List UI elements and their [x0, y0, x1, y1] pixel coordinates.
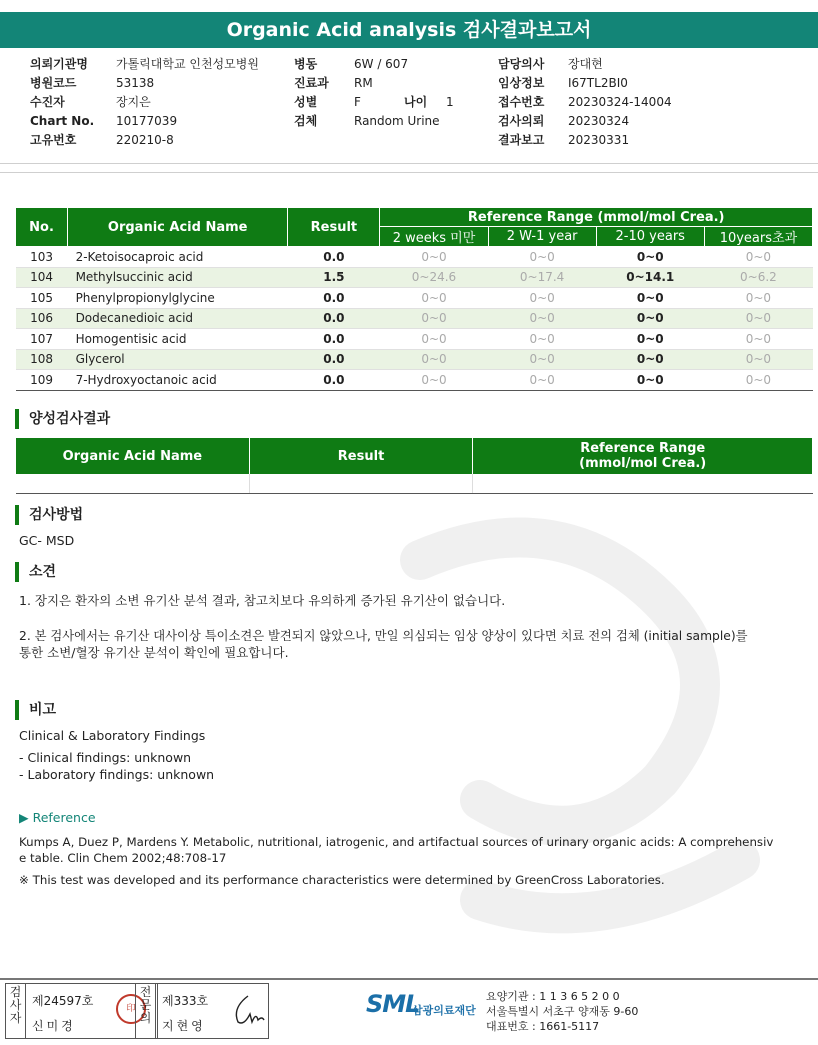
cell-result: 0.0 [288, 288, 380, 309]
info-value: RM [354, 76, 373, 90]
opinion-line-1: 1. 장지은 환자의 소변 유기산 분석 결과, 참고치보다 유의하게 증가된 유기산이 없습니다. [19, 593, 506, 608]
reference-line-2: e table. Clin Chem 2002;48:708-17 [19, 851, 227, 865]
cell-result: 1.5 [288, 267, 380, 288]
cell-range: 0~0 [488, 247, 596, 268]
cell-result: 0.0 [288, 370, 380, 391]
sig-license: 제333호 [162, 994, 209, 1008]
organization-address [486, 989, 638, 1034]
sig-name: 신미경 [32, 1019, 76, 1033]
cell-name: Glycerol [68, 349, 288, 370]
cell-range: 0~6.2 [704, 267, 812, 288]
sml-logo: SML [366, 990, 420, 1018]
reference-note: ※ This test was developed and its performance characteristics were determined by GreenCross Laboratories. [19, 873, 665, 887]
age-label: 나이 [404, 95, 428, 109]
sig-role: 전문의 [136, 984, 156, 1038]
cell-range: 0~0 [704, 370, 812, 391]
cell-range: 0~0 [596, 288, 704, 309]
info-label: 검체 [294, 114, 318, 128]
reference-line-1: Kumps A, Duez P, Mardens Y. Metabolic, nutritional, iatrogenic, and artifactual sources of urinary organic acids: A comprehensiv [19, 835, 774, 849]
info-label: 고유번호 [30, 133, 77, 147]
addr-line: 요양기관 : 1 1 3 6 5 2 0 0 [486, 990, 620, 1003]
cell-no: 107 [16, 329, 68, 350]
sig-name: 지현영 [162, 1019, 206, 1033]
cell-no: 103 [16, 247, 68, 268]
signature-box-doctor [135, 983, 269, 1039]
cell-range: 0~0 [380, 288, 488, 309]
cell-range: 0~0 [488, 329, 596, 350]
col-header-reference-range [473, 438, 813, 474]
table-row [16, 267, 813, 288]
sig-license: 제24597호 [32, 994, 94, 1008]
table-row [16, 370, 813, 391]
cell-range: 0~0 [380, 370, 488, 391]
ref-range-line1: Reference Range [580, 441, 706, 456]
table-row [16, 474, 813, 493]
cell-range: 0~0 [704, 288, 812, 309]
info-value: Random Urine [354, 114, 440, 128]
cell-range: 0~0 [488, 288, 596, 309]
cell-range: 0~0 [380, 349, 488, 370]
cell-range: 0~0 [488, 308, 596, 329]
cell-range: 0~0 [596, 349, 704, 370]
info-value: I67TL2BI0 [568, 76, 628, 90]
cell-range: 0~0 [596, 329, 704, 350]
cell-range: 0~17.4 [488, 267, 596, 288]
cell-range: 0~0 [704, 349, 812, 370]
col-header-range: 2-10 years [596, 227, 704, 247]
org-name: 삼광의료재단 [412, 1004, 476, 1017]
report-title: Organic Acid analysis 검사결과보고서 [0, 12, 818, 48]
cell-result: 0.0 [288, 329, 380, 350]
info-label: 병원코드 [30, 76, 77, 90]
cell-no: 108 [16, 349, 68, 370]
cell-range: 0~14.1 [596, 267, 704, 288]
col-header-name: Organic Acid Name [16, 438, 250, 474]
col-header-range: 2 W-1 year [488, 227, 596, 247]
section-title-method: 검사방법 [15, 505, 83, 525]
cell-range: 0~0 [380, 308, 488, 329]
cell-name: 7-Hydroxyoctanoic acid [68, 370, 288, 391]
section-title-opinion: 소견 [15, 562, 56, 582]
table-row [16, 308, 813, 329]
info-label: 수진자 [30, 95, 65, 109]
info-value: 6W / 607 [354, 57, 409, 71]
table-row [16, 247, 813, 268]
positive-results-table [15, 438, 813, 494]
reference-label: ▶ Reference [19, 810, 96, 825]
divider [0, 163, 818, 164]
info-label: 접수번호 [498, 95, 545, 109]
handwritten-signature [228, 990, 268, 1030]
cell-name: 2-Ketoisocaproic acid [68, 247, 288, 268]
background-watermark [360, 480, 818, 960]
opinion-line-2b: 통한 소변/혈장 유기산 분석이 확인에 필요합니다. [19, 645, 289, 660]
remarks-clinical: - Clinical findings: unknown [19, 750, 192, 765]
age-value: 1 [446, 95, 454, 109]
col-header-result: Result [288, 208, 380, 247]
info-label: 의뢰기관명 [30, 57, 88, 71]
remarks-heading: Clinical & Laboratory Findings [19, 728, 206, 743]
cell-no: 109 [16, 370, 68, 391]
cell-name: Phenylpropionylglycine [68, 288, 288, 309]
cell-result: 0.0 [288, 349, 380, 370]
cell-range: 0~0 [380, 247, 488, 268]
section-title-remarks: 비고 [15, 700, 56, 720]
col-header-result: Result [249, 438, 473, 474]
table-row [16, 329, 813, 350]
cell-no: 104 [16, 267, 68, 288]
info-value: F [354, 95, 361, 109]
info-value: 장지은 [116, 95, 151, 109]
info-value: 20230324 [568, 114, 630, 128]
cell-no: 105 [16, 288, 68, 309]
info-label: 병동 [294, 57, 318, 71]
cell-range: 0~0 [704, 329, 812, 350]
cell-range: 0~0 [596, 370, 704, 391]
info-value: 10177039 [116, 114, 178, 128]
cell-name: Dodecanedioic acid [68, 308, 288, 329]
cell-result: 0.0 [288, 247, 380, 268]
ref-range-line2: (mmol/mol Crea.) [579, 456, 707, 471]
cell-range: 0~0 [380, 329, 488, 350]
info-label: 임상정보 [498, 76, 545, 90]
cell-range: 0~0 [488, 349, 596, 370]
cell-name: Homogentisic acid [68, 329, 288, 350]
table-row [16, 349, 813, 370]
info-value: 20230324-14004 [568, 95, 672, 109]
cell-range: 0~0 [596, 308, 704, 329]
info-label: 성별 [294, 95, 318, 109]
cell-range: 0~0 [596, 247, 704, 268]
col-header-range: 2 weeks 미만 [380, 227, 488, 247]
sig-role: 검사자 [6, 984, 26, 1038]
cell-no: 106 [16, 308, 68, 329]
info-value: 가톨릭대학교 인천성모병원 [116, 57, 259, 71]
stamp-seal: 印 [116, 994, 146, 1024]
remarks-laboratory: - Laboratory findings: unknown [19, 767, 215, 782]
info-label: Chart No. [30, 114, 95, 128]
divider [0, 172, 818, 173]
info-label: 담당의사 [498, 57, 545, 71]
table-row [16, 288, 813, 309]
info-value: 53138 [116, 76, 155, 90]
method-text: GC- MSD [19, 533, 75, 548]
cell-range: 0~0 [704, 308, 812, 329]
info-value: 장대현 [568, 57, 603, 71]
info-label: 진료과 [294, 76, 329, 90]
col-header-range: 10years초과 [704, 227, 812, 247]
cell-range: 0~0 [488, 370, 596, 391]
cell-range: 0~0 [704, 247, 812, 268]
organic-acid-table [15, 207, 813, 391]
cell-name: Methylsuccinic acid [68, 267, 288, 288]
info-label: 검사의뢰 [498, 114, 545, 128]
cell-range: 0~24.6 [380, 267, 488, 288]
section-title-positive: 양성검사결과 [15, 409, 110, 429]
addr-line: 대표번호 : 1661-5117 [486, 1020, 600, 1033]
col-header-no: No. [16, 208, 68, 247]
info-value: 220210-8 [116, 133, 174, 147]
opinion-line-2a: 2. 본 검사에서는 유기산 대사이상 특이소견은 발견되지 않았으나, 만일 의심되는 임상 양상이 있다면 치료 전의 검체 (initial sample)를 [19, 629, 748, 643]
cell-result: 0.0 [288, 308, 380, 329]
col-header-name: Organic Acid Name [68, 208, 288, 247]
info-value: 20230331 [568, 133, 630, 147]
info-label: 결과보고 [498, 133, 545, 147]
col-header-reference-range: Reference Range (mmol/mol Crea.) [380, 208, 813, 227]
addr-line: 서울특별시 서초구 양재동 9-60 [486, 1005, 639, 1018]
